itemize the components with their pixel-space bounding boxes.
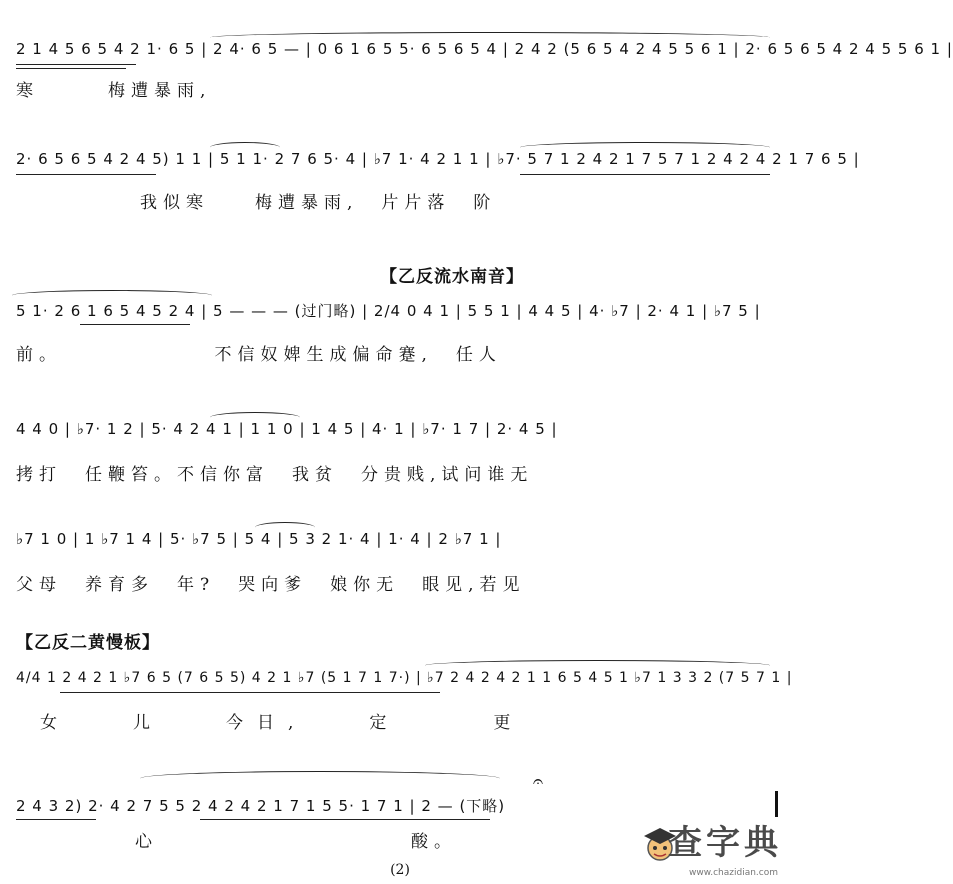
notation-line-7: 2 4 3 2) 2· 4 2 7 5 5 2 4 2 4 2 1 7 1 5 5· 1 7 1 | 2 — (下略) xyxy=(16,797,506,815)
lyrics-line-1: 寒 梅遭暴雨, xyxy=(16,81,212,101)
lyrics-line-4: 拷打 任鞭笞。不信你富 我贫 分贵贱,试问谁无 xyxy=(16,465,534,485)
fermata-icon: 𝄐 xyxy=(533,771,544,792)
lyrics-line-6: 女 儿 今日, 定 更 xyxy=(40,713,525,733)
section-heading-slow: 【乙反二黄慢板】 xyxy=(16,633,160,653)
notation-line-3: 5 1· 2 6 1 6 5 4 5 2 4 | 5 — — — (过门略) | 2/4 0 4 1 | 5 5 1 | 4 4 5 | 4· ♭7 | 2· 4 1 | ♭7 5 | xyxy=(16,302,761,320)
notation-line-6: 4/4 1 2 4 2 1 ♭7 6 5 (7 6 5 5) 4 2 1 ♭7 (5 1 7 1 7·) | ♭7 2 4 2 4 2 1 1 6 5 4 5 1 ♭7 1 3 3 2 (7 5 7 1 | xyxy=(16,670,793,686)
lyrics-line-5: 父母 养育多 年? 哭向爹 娘你无 眼见,若见 xyxy=(16,575,526,595)
lyrics-line-2: 我似寒 梅遭暴雨, 片片落 阶 xyxy=(140,193,497,213)
watermark-url: www.chazidian.com xyxy=(688,868,778,878)
notation-line-5: ♭7 1 0 | 1 ♭7 1 4 | 5· ♭7 5 | 5 4 | 5 3 2 1· 4 | 1· 4 | 2 ♭7 1 | xyxy=(16,530,502,548)
lyrics-line-3: 前。 不信奴婢生成偏命蹇, 任人 xyxy=(16,345,502,365)
final-barline xyxy=(775,791,778,817)
page-number: (2) xyxy=(390,862,410,878)
lyrics-line-7: 心 酸。 xyxy=(135,832,457,852)
watermark-text: 查字典 xyxy=(668,823,782,863)
notation-line-4: 4 4 0 | ♭7· 1 2 | 5· 4 2 4 1 | 1 1 0 | 1 4 5 | 4· 1 | ♭7· 1 7 | 2· 4 5 | xyxy=(16,420,558,438)
notation-line-1: 2 1 4 5 6 5 4 2 1· 6 5 | 2 4· 6 5 — | 0 6 1 6 5 5· 6 5 6 5 4 | 2 4 2 (5 6 5 4 2 4 5 5 6 1 | 2· 6 5 6 5 4 2 4 5 5 6 1 | xyxy=(16,40,953,58)
section-heading-south: 【乙反流水南音】 xyxy=(380,267,524,287)
notation-line-2: 2· 6 5 6 5 4 2 4 5) 1 1 | 5 1 1· 2 7 6 5· 4 | ♭7 1· 4 2 1 1 | ♭7· 5 7 1 2 4 2 1 7 5 7 1 2 4 2 4 2 1 7 6 5 | xyxy=(16,150,860,168)
